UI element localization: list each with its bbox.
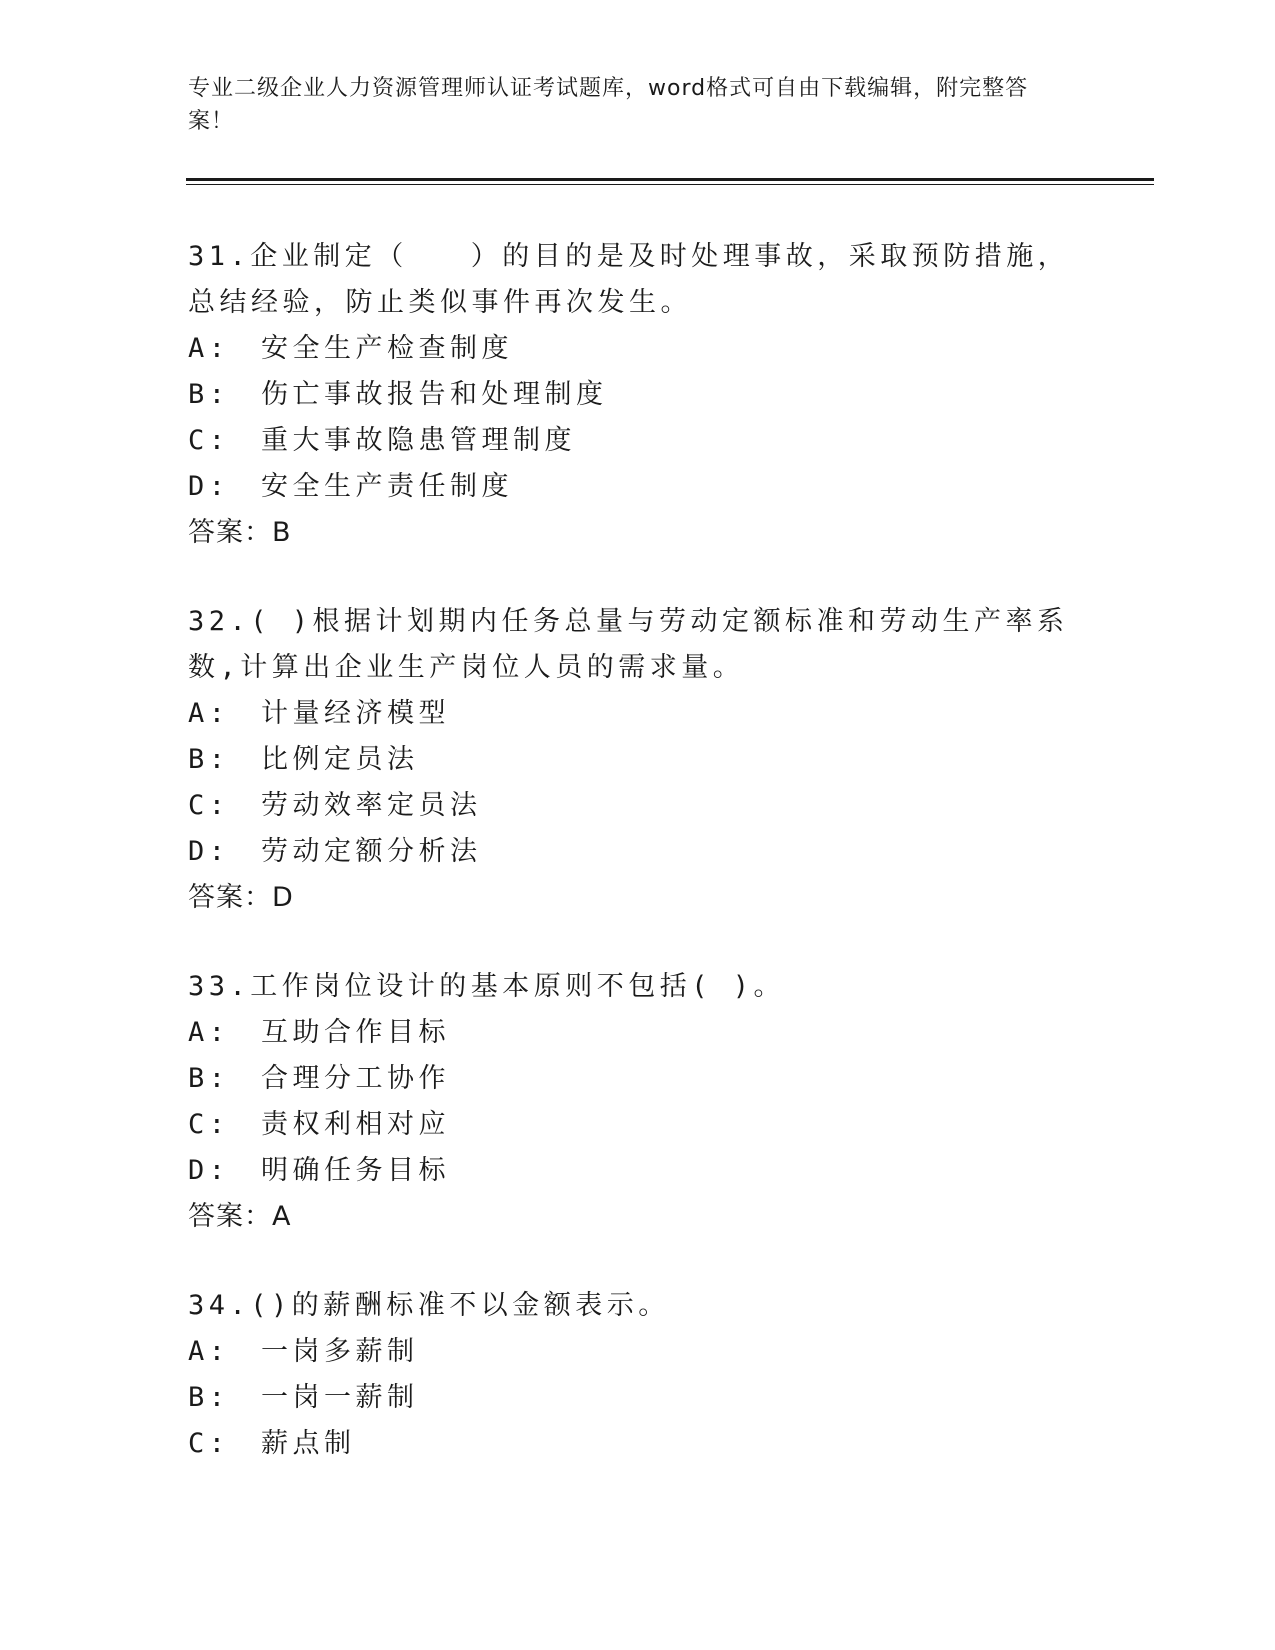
option-c: C: 劳动效率定员法 — [188, 790, 482, 821]
option-c: C: 薪点制 — [188, 1428, 356, 1459]
option-c: C: 责权利相对应 — [188, 1109, 451, 1140]
option-a: A: 安全生产检查制度 — [188, 333, 514, 364]
option-a: A: 一岗多薪制 — [188, 1336, 419, 1367]
question-32 — [188, 599, 1088, 921]
option-b: B: 伤亡事故报告和处理制度 — [188, 379, 608, 410]
question-spacer — [188, 921, 1088, 964]
question-31 — [188, 234, 1088, 556]
answer-line: 答案：D — [188, 882, 294, 913]
question-stem: 34.()的薪酬标准不以金额表示。 — [188, 1290, 670, 1321]
answer-line: 答案：A — [188, 1201, 292, 1232]
question-stem: 33.工作岗位设计的基本原则不包括( )。 — [188, 971, 786, 1002]
question-stem: 32.( )根据计划期内任务总量与劳动定额标准和劳动生产率系数,计算出企业生产岗位人员的需求量。 — [188, 606, 1069, 683]
question-list — [188, 234, 1088, 1467]
option-b: B: 合理分工协作 — [188, 1063, 451, 1094]
question-spacer — [188, 556, 1088, 599]
question-33 — [188, 964, 1088, 1240]
option-c: C: 重大事故隐患管理制度 — [188, 425, 577, 456]
option-d: D: 劳动定额分析法 — [188, 836, 482, 867]
option-a: A: 计量经济模型 — [188, 698, 451, 729]
option-d: D: 明确任务目标 — [188, 1155, 451, 1186]
answer-line: 答案：B — [188, 517, 292, 548]
option-a: A: 互助合作目标 — [188, 1017, 451, 1048]
question-34 — [188, 1283, 1088, 1467]
option-b: B: 比例定员法 — [188, 744, 419, 775]
question-stem: 31.企业制定（ ）的目的是及时处理事故，采取预防措施，总结经验，防止类似事件再次发生。 — [188, 241, 1070, 318]
option-b: B: 一岗一薪制 — [188, 1382, 419, 1413]
header-rule-thick — [186, 178, 1154, 181]
question-spacer — [188, 1240, 1088, 1283]
header-text: 专业二级企业人力资源管理师认证考试题库，word格式可自由下载编辑，附完整答案！ — [188, 76, 1029, 134]
document-header — [188, 72, 1068, 138]
header-rule-thin — [186, 184, 1154, 185]
option-d: D: 安全生产责任制度 — [188, 471, 514, 502]
